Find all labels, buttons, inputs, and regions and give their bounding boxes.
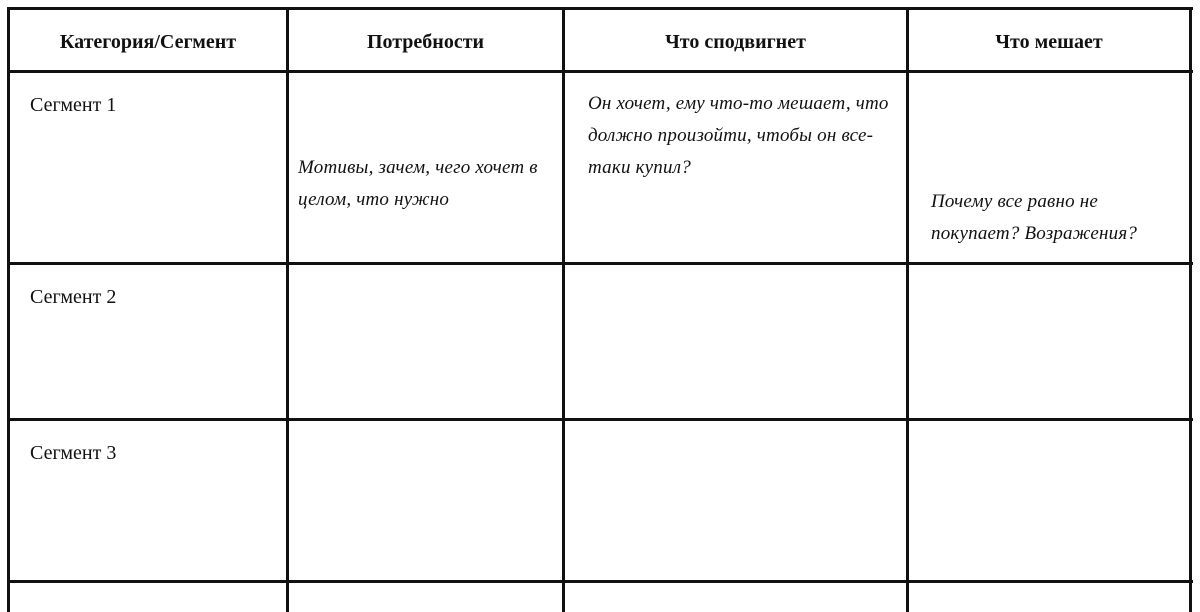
header-cell-category — [10, 30, 286, 54]
header-category-label: Категория/Сегмент — [59, 31, 237, 53]
table-row-divider — [7, 262, 1193, 265]
segment-1-needs-text: Мотивы, зачем, чего хочет в целом, что нужно — [298, 157, 538, 210]
segment-1-label: Сегмент 1 — [30, 94, 117, 116]
table-row-3-segment-cell — [30, 441, 280, 465]
segment-1-barriers-text: Почему все равно не покупает? Возражения? — [931, 191, 1138, 244]
header-needs-label: Потребности — [366, 31, 485, 53]
header-barriers-label: Что мешает — [995, 31, 1103, 53]
table-column-divider — [906, 8, 909, 612]
table-row-1-barriers-cell — [931, 186, 1183, 250]
table-column-divider — [562, 8, 565, 612]
table-row-1-needs-cell — [298, 152, 538, 216]
table-row-2-segment-cell — [30, 285, 280, 309]
header-cell-barriers — [909, 30, 1189, 54]
table-column-divider — [286, 8, 289, 612]
table-border-left — [7, 8, 10, 612]
segment-2-label: Сегмент 2 — [30, 286, 117, 308]
table-border-top — [7, 7, 1193, 10]
header-cell-needs — [289, 30, 562, 54]
segment-1-motivators-text: Он хочет, ему что-то мешает, что должно произойти, чтобы он все-таки купил? — [588, 93, 889, 178]
table-row-1-segment-cell — [30, 93, 280, 117]
header-motivators-label: Что сподвигнет — [665, 31, 806, 53]
table-row-divider — [7, 70, 1193, 73]
table-row-1-motivators-cell — [588, 88, 900, 184]
table-border-right — [1189, 8, 1192, 612]
header-cell-motivators — [565, 30, 906, 54]
segment-3-label: Сегмент 3 — [30, 442, 117, 464]
table-row-divider — [7, 418, 1193, 421]
table-row-divider — [7, 580, 1193, 583]
